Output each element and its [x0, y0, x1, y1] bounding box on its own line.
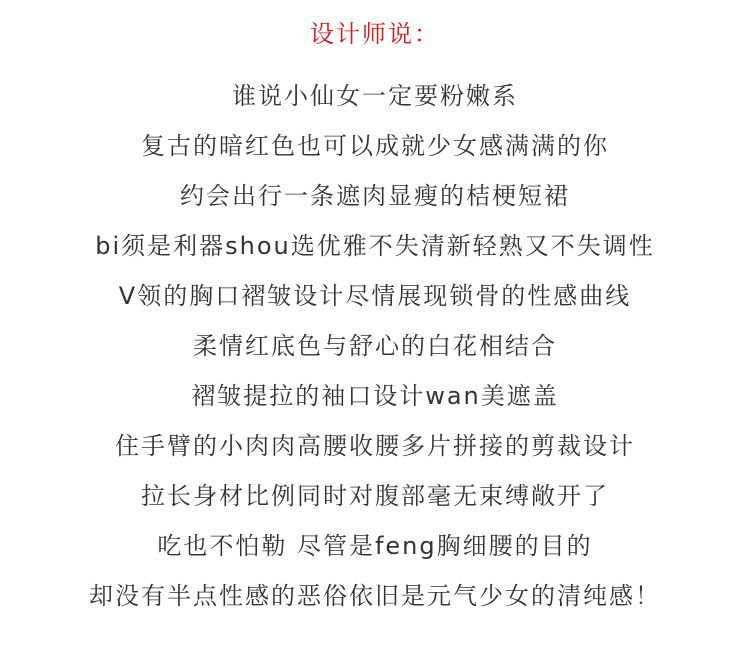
description-line: 褶皱提拉的袖口设计wan美遮盖	[191, 382, 559, 410]
description-line: V领的胸口褶皱设计尽情展现锁骨的性感曲线	[118, 282, 632, 310]
description-line: 复古的暗红色也可以成就少女感满满的你	[141, 132, 609, 160]
description-line: 谁说小仙女一定要粉嫩系	[232, 82, 518, 110]
description-line: 柔情红底色与舒心的白花相结合	[193, 332, 557, 360]
page-title: 设计师说：	[310, 20, 440, 48]
description-line: 拉长身材比例同时对腹部毫无束缚敞开了	[141, 482, 609, 510]
description-line: 却没有半点性感的恶俗依旧是元气少女的清纯感！	[89, 582, 661, 610]
description-line: 约会出行一条遮肉显瘦的桔梗短裙	[180, 182, 570, 210]
description-line: bi须是利器shou选优雅不失清新轻熟又不失调性	[95, 232, 655, 260]
description-lines	[0, 74, 750, 624]
description-line: 吃也不怕勒 尽管是feng胸细腰的目的	[157, 532, 593, 560]
description-line: 住手臂的小肉肉高腰收腰多片拼接的剪裁设计	[115, 432, 635, 460]
